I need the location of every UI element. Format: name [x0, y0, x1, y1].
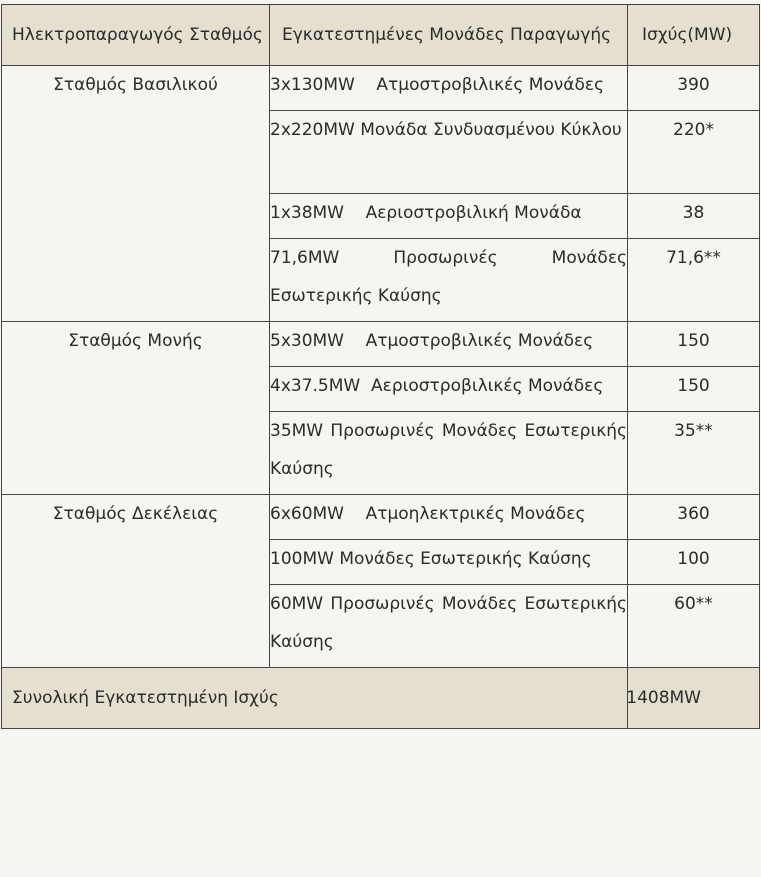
- station-name-vasilikos: Σταθμός Βασιλικού: [2, 66, 270, 322]
- capacity-cell: 390: [628, 66, 760, 111]
- unit-text: 60MW Προσωρινές Μονάδες Εσωτερικής Καύσης: [270, 594, 627, 652]
- table-row: [2, 322, 760, 367]
- capacity-cell: 150: [628, 322, 760, 367]
- capacity-cell: 71,6**: [628, 239, 760, 322]
- unit-cell: 5x30MW Ατμοστροβιλικές Μονάδες: [270, 322, 628, 367]
- table-row: [2, 66, 760, 111]
- unit-cell: [270, 585, 628, 668]
- unit-text: 35MW Προσωρινές Μονάδες Εσωτερικής Καύσης: [270, 421, 627, 479]
- unit-cell: [270, 239, 628, 322]
- unit-cell: [270, 412, 628, 495]
- installed-capacity-table: [1, 4, 760, 729]
- unit-cell: 1x38MW Αεριοστροβιλική Μονάδα: [270, 194, 628, 239]
- unit-cell: 3x130MW Ατμοστροβιλικές Μονάδες: [270, 66, 628, 111]
- unit-cell: [270, 111, 628, 194]
- capacity-cell: 60**: [628, 585, 760, 668]
- header-station: Ηλεκτροπαραγωγός Σταθμός: [2, 5, 270, 66]
- capacity-cell: 220*: [628, 111, 760, 194]
- capacity-cell: 100: [628, 540, 760, 585]
- capacity-cell: 35**: [628, 412, 760, 495]
- station-name-moni: Σταθμός Μονής: [2, 322, 270, 495]
- capacity-cell: 150: [628, 367, 760, 412]
- capacity-cell: 38: [628, 194, 760, 239]
- capacity-cell: 360: [628, 495, 760, 540]
- total-value-cell: [628, 668, 760, 729]
- unit-text: 2x220MW Μονάδα Συνδυασμένου Κύκλου: [270, 120, 622, 140]
- unit-text: 71,6MW Προσωρινές Μονάδες Εσωτερικής Καύσης: [270, 248, 627, 306]
- total-value: 1408MW: [626, 688, 701, 708]
- unit-cell: 6x60MW Ατμοηλεκτρικές Μονάδες: [270, 495, 628, 540]
- table-row: [2, 495, 760, 540]
- total-row: [2, 668, 760, 729]
- unit-cell: 100MW Μονάδες Εσωτερικής Καύσης: [270, 540, 628, 585]
- header-capacity: Ισχύς(MW): [628, 5, 760, 66]
- unit-cell: 4x37.5MW Αεριοστροβιλικές Μονάδες: [270, 367, 628, 412]
- total-label: Συνολική Εγκατεστημένη Ισχύς: [2, 668, 628, 729]
- table-header-row: [2, 5, 760, 66]
- header-units: Εγκατεστημένες Μονάδες Παραγωγής: [270, 5, 628, 66]
- station-name-dekeleia: Σταθμός Δεκέλειας: [2, 495, 270, 668]
